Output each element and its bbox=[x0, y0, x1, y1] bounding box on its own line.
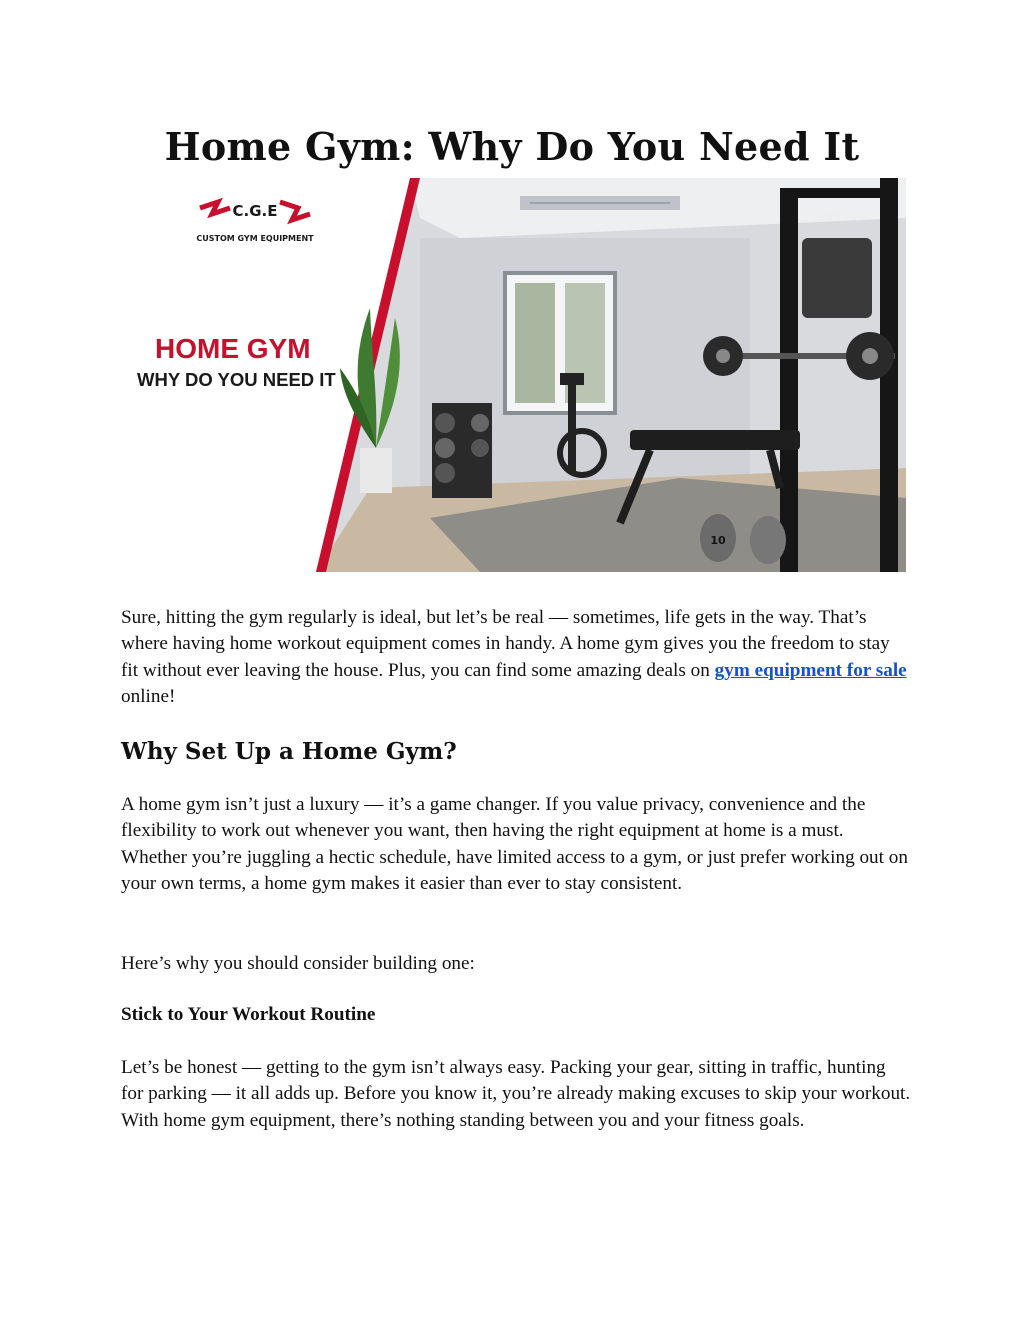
hero-headline-line1: HOME GYM bbox=[155, 333, 311, 364]
dumbbell-label: 10 bbox=[710, 534, 726, 547]
section1-lead-in: Here’s why you should consider building one: bbox=[121, 953, 475, 974]
page-title: Home Gym: Why Do You Need It bbox=[164, 124, 860, 169]
intro-paragraph bbox=[121, 605, 911, 710]
section2-paragraph: Let’s be honest — getting to the gym isn’t always easy. Packing your gear, sitting in traffic, hunting for parking — it all adds up. Before you know it, you’re already making excuses to skip your workout. With home gym equipment, there’s nothing standing between you and your fitness goals. bbox=[121, 1057, 911, 1131]
section-heading-why-setup: Why Set Up a Home Gym? bbox=[121, 738, 457, 765]
intro-text-after: online! bbox=[121, 685, 176, 707]
hero-image bbox=[120, 178, 906, 572]
section1-paragraph: A home gym isn’t just a luxury — it’s a game changer. If you value privacy, convenience and the flexibility to work out whenever you want, then having the right equipment at home is a must. Whether you’re juggling a hectic schedule, have limited access to a gym, or just prefer working out on your own terms, a home gym makes it easier than ever to stay consistent. bbox=[121, 794, 908, 894]
gym-equipment-link[interactable]: gym equipment for sale bbox=[714, 659, 907, 681]
logo-mark: C.G.E bbox=[232, 202, 278, 220]
rack-label: HOME GYM bbox=[810, 211, 868, 221]
hero-headline-line2: WHY DO YOU NEED IT bbox=[137, 369, 336, 390]
intro-text-before: Sure, hitting the gym regularly is ideal, but let’s be real — sometimes, life gets in the way. That’s where having home workout equipment comes in handy. A home gym gives you the freedom to stay fit without ever leaving the house. Plus, you can find some amazing deals on bbox=[121, 607, 890, 681]
subheading-stick-routine: Stick to Your Workout Routine bbox=[121, 1004, 376, 1025]
logo-subtitle: CUSTOM GYM EQUIPMENT bbox=[196, 234, 314, 243]
